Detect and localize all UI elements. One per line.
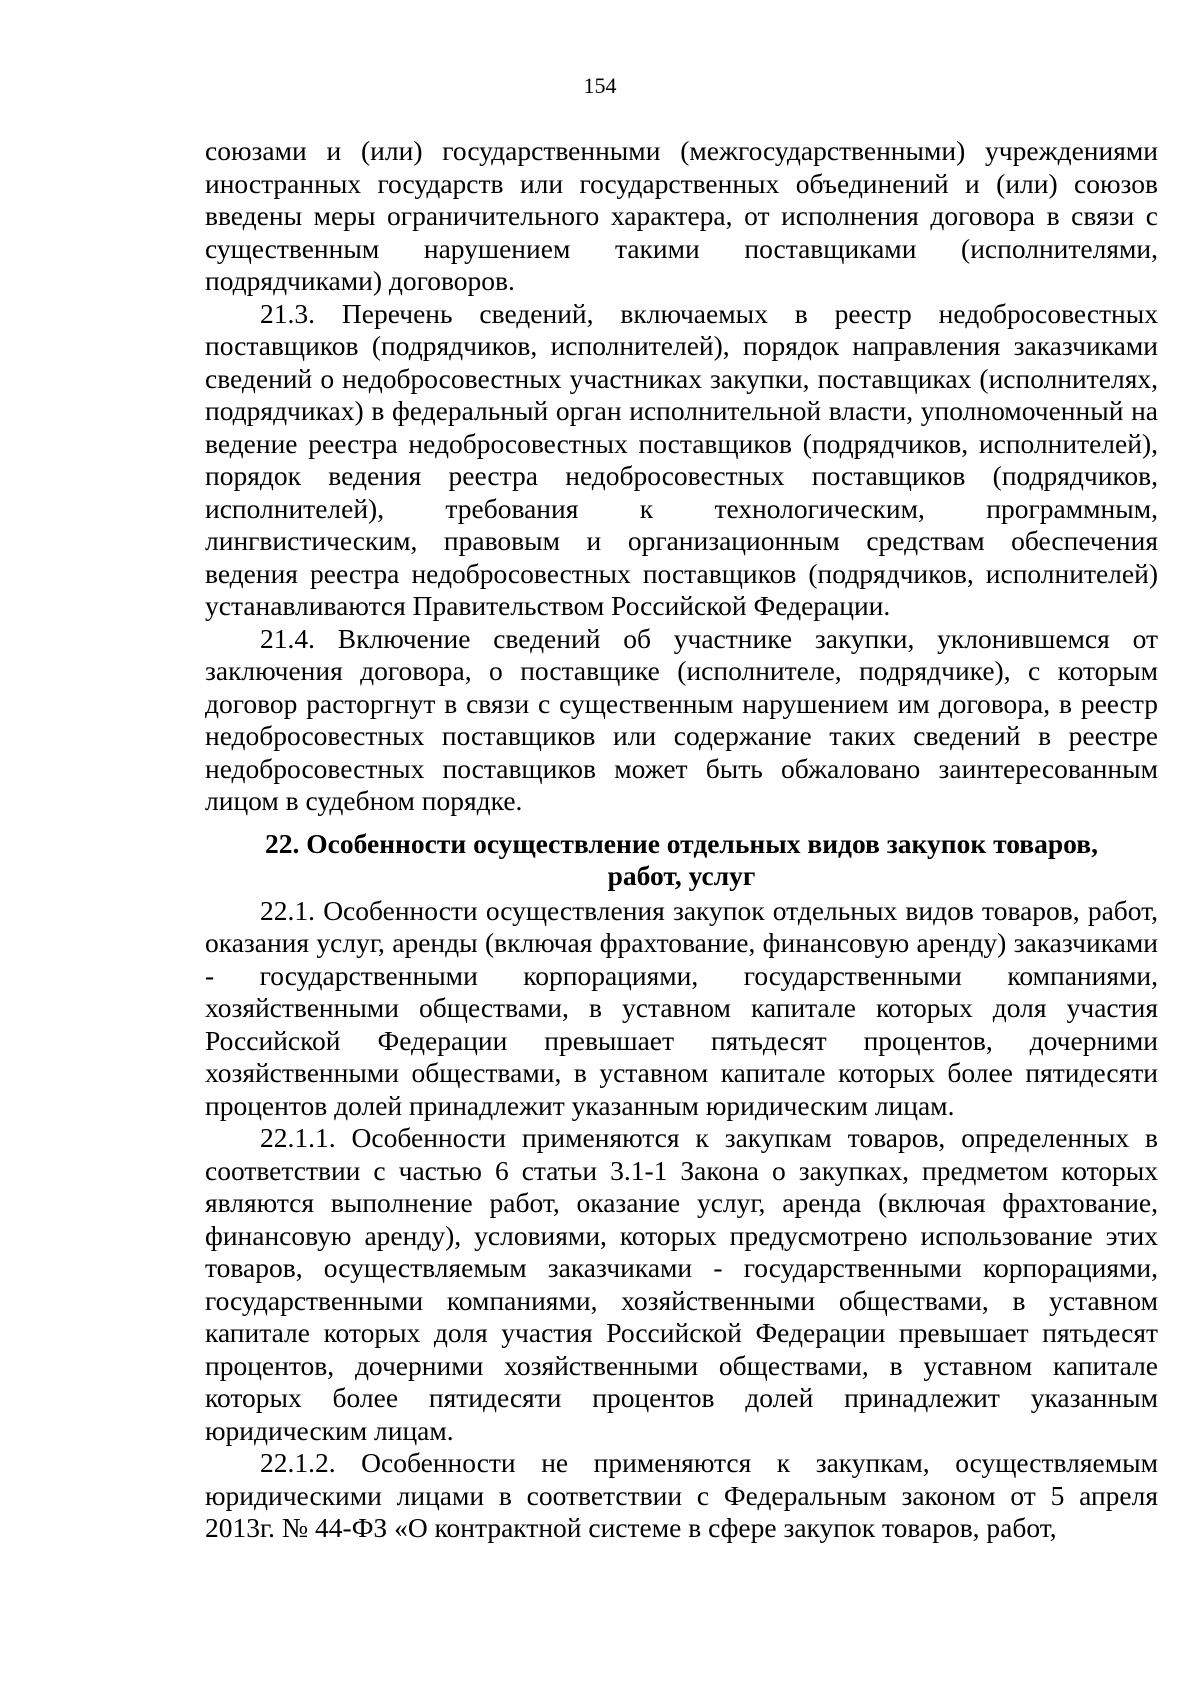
paragraph-21-3: 21.3. Перечень сведений, включаемых в реестр недобросовестных поставщиков (подрядчиков, исполнителей), порядок направления заказчиками сведений о недобросовестных участниках закупки, поставщиках (исполнителях, подрядчиках) в федеральный орган исполнительной власти, уполномоченный на ведение реестра недобросовестных поставщиков (подрядчиков, исполнителей), порядок ведения реестра недобросовестных поставщиков (подрядчиков, исполнителей), требования к технологическим, программным, лингвистическим, правовым и организационным средствам обеспечения ведения реестра недобросовестных поставщиков (подрядчиков, исполнителей) устанавливаются Правительством Российской Федерации. — [205, 297, 1158, 621]
section-heading-22: 22. Особенности осуществление отдельных видов закупок товаров, работ, услуг — [265, 827, 1098, 891]
document-body — [205, 135, 1158, 1545]
paragraph-21-4: 21.4. Включение сведений об участнике закупки, уклонившемся от заключения договора, о поставщике (исполнителе, подрядчике), с которым договор расторгнут в связи с существенным нарушением им договора, в реестр недобросовестных поставщиков или содержание таких сведений в реестре недобросовестных поставщиков может быть обжаловано заинтересованным лицом в судебном порядке. — [205, 622, 1158, 816]
page-number: 154 — [583, 73, 617, 98]
paragraph-22-1: 22.1. Особенности осуществления закупок отдельных видов товаров, работ, оказания услуг, аренды (включая фрахтование, финансовую аренду) заказчиками - государственными корпорациями, государственными компаниями, хозяйственными обществами, в уставном капитале которых доля участия Российской Федерации превышает пятьдесят процентов, дочерними хозяйственными обществами, в уставном капитале которых более пятидесяти процентов долей принадлежит указанным юридическим лицам. — [205, 894, 1158, 1121]
paragraph-22-1-2: 22.1.2. Особенности не применяются к закупкам, осуществляемым юридическими лицами в соответствии с Федеральным законом от 5 апреля 2013г. № 44-ФЗ «О контрактной системе в сфере закупок товаров, работ, — [205, 1447, 1158, 1543]
paragraph-22-1-1: 22.1.1. Особенности применяются к закупкам товаров, определенных в соответствии с частью 6 статьи 3.1-1 Закона о закупках, предметом которых являются выполнение работ, оказание услуг, аренда (включая фрахтование, финансовую аренду), условиями, которых предусмотрено использование этих товаров, осуществляемым заказчиками - государственными корпорациями, государственными компаниями, хозяйственными обществами, в уставном капитале которых доля участия Российской Федерации превышает пятьдесят процентов, дочерними хозяйственными обществами, в уставном капитале которых более пятидесяти процентов долей принадлежит указанным юридическим лицам. — [205, 1122, 1158, 1446]
paragraph-continuation: союзами и (или) государственными (межгосударственными) учреждениями иностранных государств или государственных объединений и (или) союзов введены меры ограничительного характера, от исполнения договора в связи с существенным нарушением такими поставщиками (исполнителями, подрядчиками) договоров. — [205, 135, 1158, 296]
